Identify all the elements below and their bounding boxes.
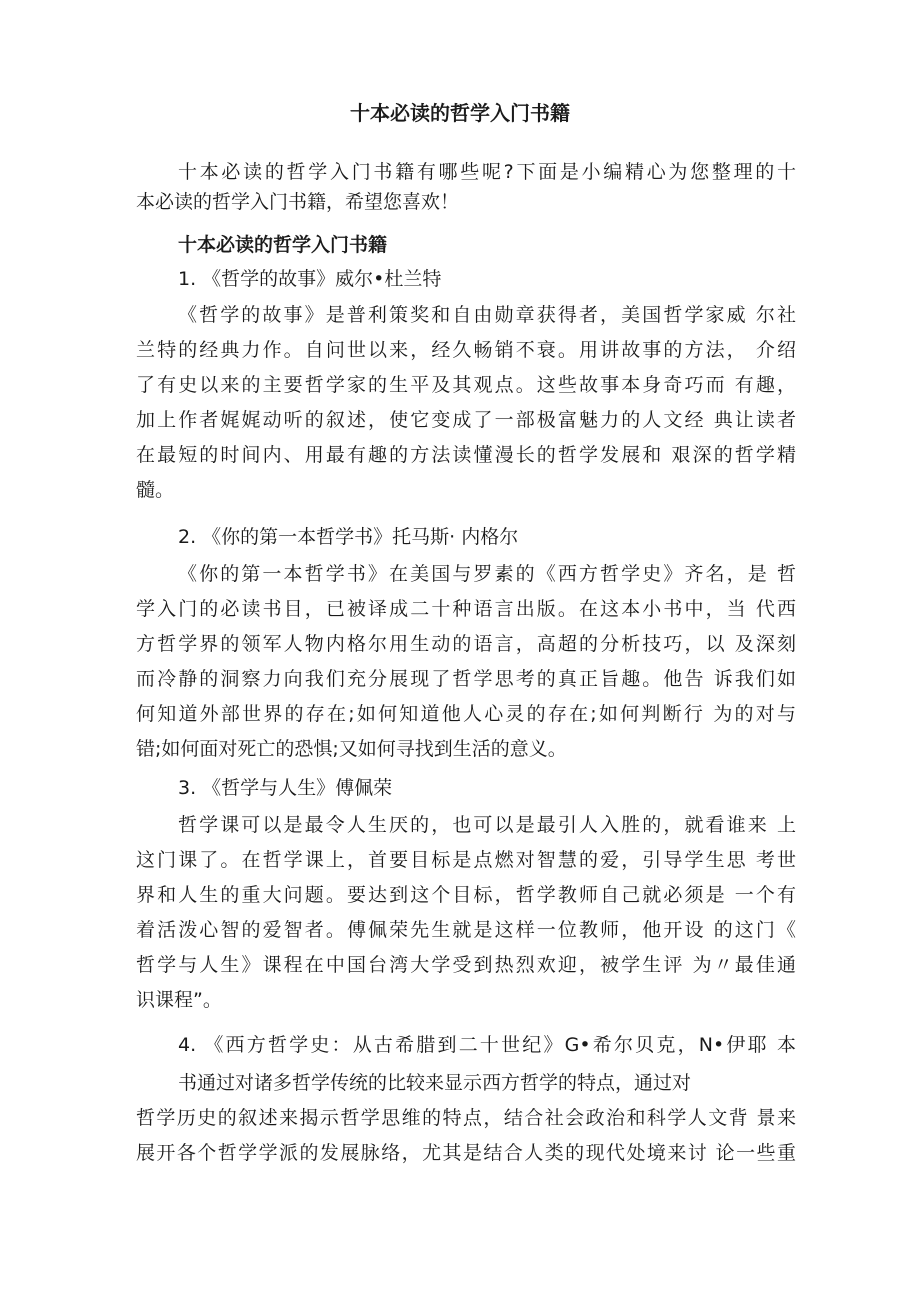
book-1-line-6: 髓。 [136,479,175,501]
book-1-line-2: 兰特的经典力作。自问世以来，经久畅销不衰。用讲故事的方法， 介绍 [136,339,796,361]
book-2-line-1: 《你的第一本哲学书》在美国与罗素的《西方哲学史》齐名，是 哲 [178,563,796,585]
book-2-line-4: 而冷静的洞察力向我们充分展现了哲学思考的真正旨趣。他告 诉我们如 [136,668,796,690]
book-4-heading: 4. 《西方哲学史：从古希腊到二十世纪》G•希尔贝克，N•伊耶 本 [178,1034,796,1056]
document-title: 十本必读的哲学入门书籍 [350,101,570,125]
intro-line-1: 十本必读的哲学入门书籍有哪些呢?下面是小编精心为您整理的十 [178,161,796,183]
book-1-line-1: 《哲学的故事》是普利策奖和自由勋章获得者，美国哲学家威 尔社 [178,304,796,326]
book-1-line-4: 加上作者娓娓动听的叙述，使它变成了一部极富魅力的人文经 典让读者 [136,409,796,431]
section-heading: 十本必读的哲学入门书籍 [178,234,388,256]
book-2-line-3: 方哲学界的领军人物内格尔用生动的语言，高超的分析技巧，以 及深刻 [136,633,796,655]
book-3-heading: 3. 《哲学与人生》傅佩荣 [178,777,393,799]
book-1-line-5: 在最短的时间内、用最有趣的方法读懂漫长的哲学发展和 艰深的哲学精 [136,444,796,466]
intro-line-2: 本必读的哲学入门书籍，希望您喜欢！ [136,191,460,213]
book-1-line-3: 了有史以来的主要哲学家的生平及其观点。这些故事本身奇巧而 有趣， [136,374,796,396]
book-4-line-3: 展开各个哲学学派的发展脉络，尤其是结合人类的现代处境来讨 论一些重 [136,1142,796,1164]
book-3-line-2: 这门课了。在哲学课上，首要目标是点燃对智慧的爱，引导学生思 考世 [136,849,796,871]
book-4-line-2: 哲学历史的叙述来揭示哲学思维的特点，结合社会政治和科学人文背 景来 [136,1107,796,1129]
book-2-heading: 2. 《你的第一本哲学书》托马斯· 内格尔 [178,526,519,548]
book-2-line-6: 错;如何面对死亡的恐惧;又如何寻找到生活的意义。 [136,738,567,760]
book-3-line-4: 着活泼心智的爱智者。傅佩荣先生就是这样一位教师，他开设 的这门《 [136,919,796,941]
book-1-heading: 1. 《哲学的故事》威尔•杜兰特 [178,268,442,290]
book-2-line-2: 学入门的必读书目，已被译成二十种语言出版。在这本小书中，当 代西 [136,598,796,620]
book-2-line-5: 何知道外部世界的存在;如何知道他人心灵的存在;如何判断行 为的对与 [136,703,796,725]
book-3-line-5: 哲学与人生》课程在中国台湾大学受到热烈欢迎，被学生评 为〃最佳通 [136,954,796,976]
book-3-line-3: 界和人生的重大问题。要达到这个目标，哲学教师自己就必须是 一个有 [136,884,796,906]
book-3-line-6: 识课程”。 [136,989,222,1011]
book-4-line-1: 书通过对诸多哲学传统的比较来显示西方哲学的特点，通过对 [178,1072,692,1094]
book-3-line-1: 哲学课可以是最令人生厌的，也可以是最引人入胜的，就看谁来 上 [178,814,796,836]
